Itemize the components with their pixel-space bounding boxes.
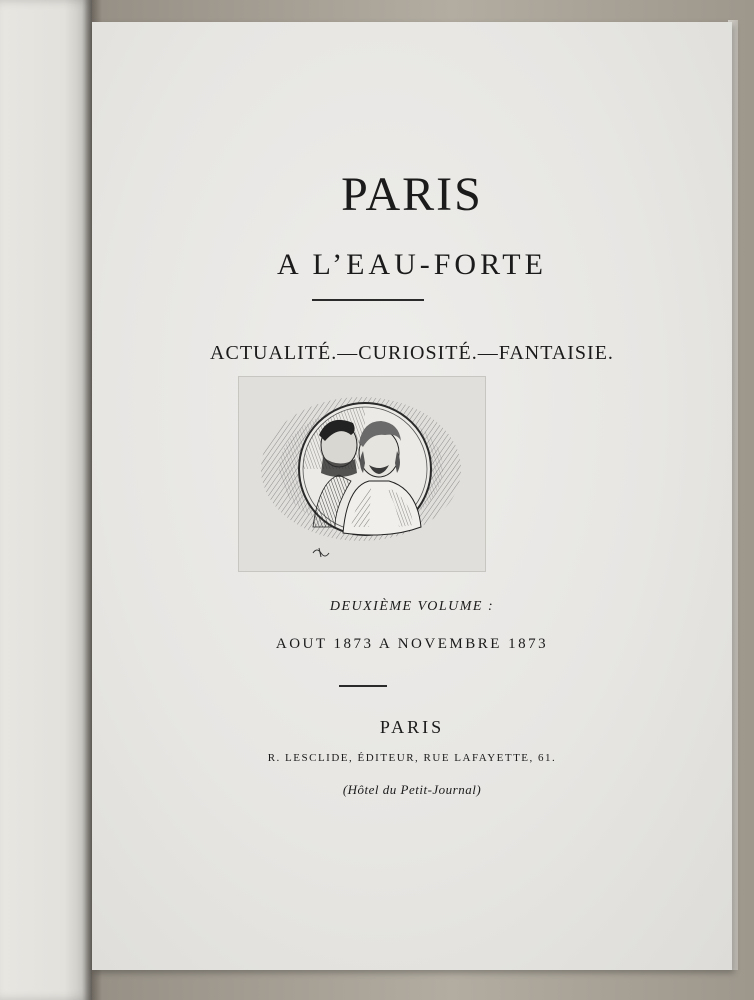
etching-plate <box>238 376 486 572</box>
imprint-city: PARIS <box>379 717 445 737</box>
title-page <box>92 22 732 970</box>
book-subtitle: A L’EAU-FORTE <box>277 248 547 281</box>
volume-label: DEUXIÈME VOLUME : <box>329 599 495 614</box>
imprint-note: (Hôtel du Petit-Journal) <box>342 782 482 797</box>
imprint-publisher: R. LESCLIDE, ÉDITEUR, RUE LAFAYETTE, 61. <box>267 752 557 764</box>
tagline: ACTUALITÉ.—CURIOSITÉ.—FANTAISIE. <box>210 342 614 364</box>
divider-rule <box>312 299 424 301</box>
left-page <box>0 0 92 1000</box>
book-title: PARIS <box>341 168 483 221</box>
portrait-medallion-etching <box>239 377 485 571</box>
divider-rule <box>339 685 387 687</box>
date-range: AOUT 1873 A NOVEMBRE 1873 <box>275 636 549 652</box>
